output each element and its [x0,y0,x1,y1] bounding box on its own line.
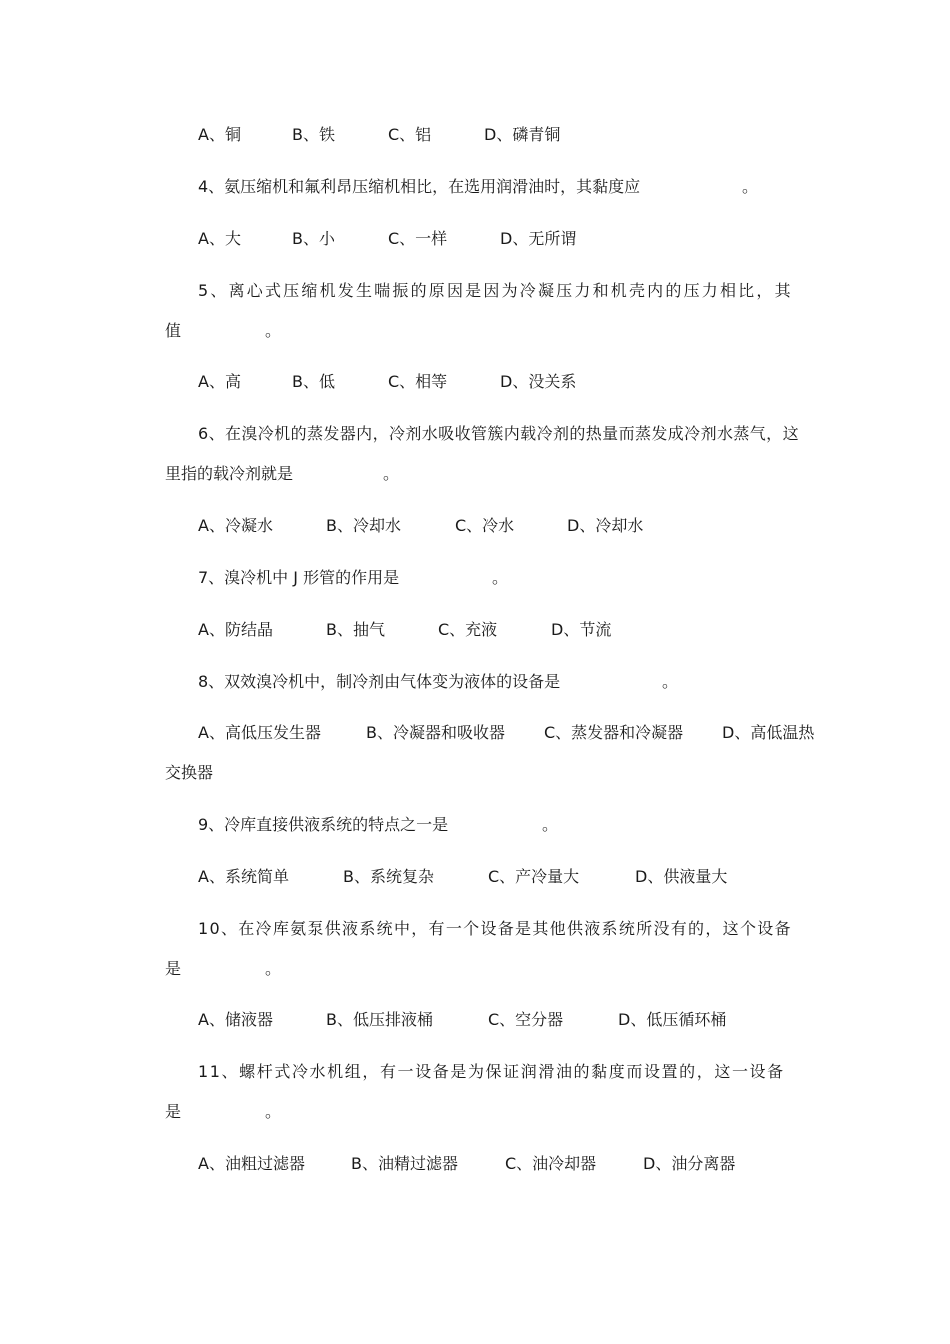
q5-option-b: B、低 [292,372,335,391]
q4-option-a: A、大 [198,229,241,248]
q3-option-c: C、铝 [388,125,432,144]
q3-option-d: D、磷青铜 [484,125,561,144]
q6-stem-line1: 6、在溴冷机的蒸发器内，冷剂水吸收管簇内载冷剂的热量而蒸发成冷剂水蒸气，这 [198,424,799,443]
q6-option-a: A、冷凝水 [198,516,273,535]
q5-option-d: D、没关系 [500,372,577,391]
q10-option-d: D、低压循环桶 [618,1010,727,1029]
q6-stem-line2: 里指的载冷剂就是 [165,464,294,483]
q8-option-d-continued: 交换器 [165,763,214,782]
q7-option-a: A、防结晶 [198,620,273,639]
q5-stem-line2: 值 [165,321,182,340]
q4-stem: 4、氨压缩机和氟利昂压缩机相比，在选用润滑油时，其黏度应 [198,177,641,196]
q11-option-a: A、油粗过滤器 [198,1154,305,1173]
q10-option-b: B、低压排液桶 [326,1010,433,1029]
q11-stem-line2: 是 [165,1102,182,1121]
q4-option-c: C、一样 [388,229,448,248]
q9-stem: 9、冷库直接供液系统的特点之一是 [198,815,449,834]
q5-option-c: C、相等 [388,372,448,391]
q11-stem-line1: 11、螺杆式冷水机组，有一设备是为保证润滑油的黏度而设置的，这一设备 [198,1062,785,1081]
q8-option-a: A、高低压发生器 [198,723,321,742]
q11-option-b: B、油精过滤器 [351,1154,458,1173]
q4-option-d: D、无所谓 [500,229,577,248]
q11-option-c: C、油冷却器 [505,1154,597,1173]
q11-end: 。 [265,1102,282,1121]
q10-option-c: C、空分器 [488,1010,564,1029]
q8-option-b: B、冷凝器和吸收器 [366,723,505,742]
q7-end: 。 [492,568,509,587]
q3-option-b: B、铁 [292,125,335,144]
q10-stem-line2: 是 [165,959,182,978]
q8-stem: 8、双效溴冷机中，制冷剂由气体变为液体的设备是 [198,672,561,691]
q10-end: 。 [265,959,282,978]
q5-end: 。 [265,321,282,340]
q9-option-c: C、产冷量大 [488,867,580,886]
q4-end: 。 [742,177,759,196]
q9-option-a: A、系统简单 [198,867,289,886]
q6-option-d: D、冷却水 [567,516,644,535]
q8-option-d: D、高低温热 [722,723,815,742]
q3-option-a: A、铜 [198,125,241,144]
q6-option-b: B、冷却水 [326,516,401,535]
q7-option-b: B、抽气 [326,620,385,639]
q11-option-d: D、油分离器 [643,1154,736,1173]
q6-end: 。 [383,464,400,483]
q8-end: 。 [662,672,679,691]
q4-option-b: B、小 [292,229,335,248]
q7-option-d: D、节流 [551,620,612,639]
q10-stem-line1: 10、在冷库氨泵供液系统中，有一个设备是其他供液系统所没有的，这个设备 [198,919,792,938]
q6-option-c: C、冷水 [455,516,515,535]
q10-option-a: A、储液器 [198,1010,273,1029]
q9-option-b: B、系统复杂 [343,867,434,886]
q7-stem: 7、溴冷机中 J 形管的作用是 [198,568,400,587]
q5-stem-line1: 5、离心式压缩机发生喘振的原因是因为冷凝压力和机壳内的压力相比，其 [198,281,793,300]
q8-option-c: C、蒸发器和冷凝器 [544,723,684,742]
q5-option-a: A、高 [198,372,241,391]
q7-option-c: C、充液 [438,620,498,639]
q9-end: 。 [542,815,559,834]
q9-option-d: D、供液量大 [635,867,728,886]
